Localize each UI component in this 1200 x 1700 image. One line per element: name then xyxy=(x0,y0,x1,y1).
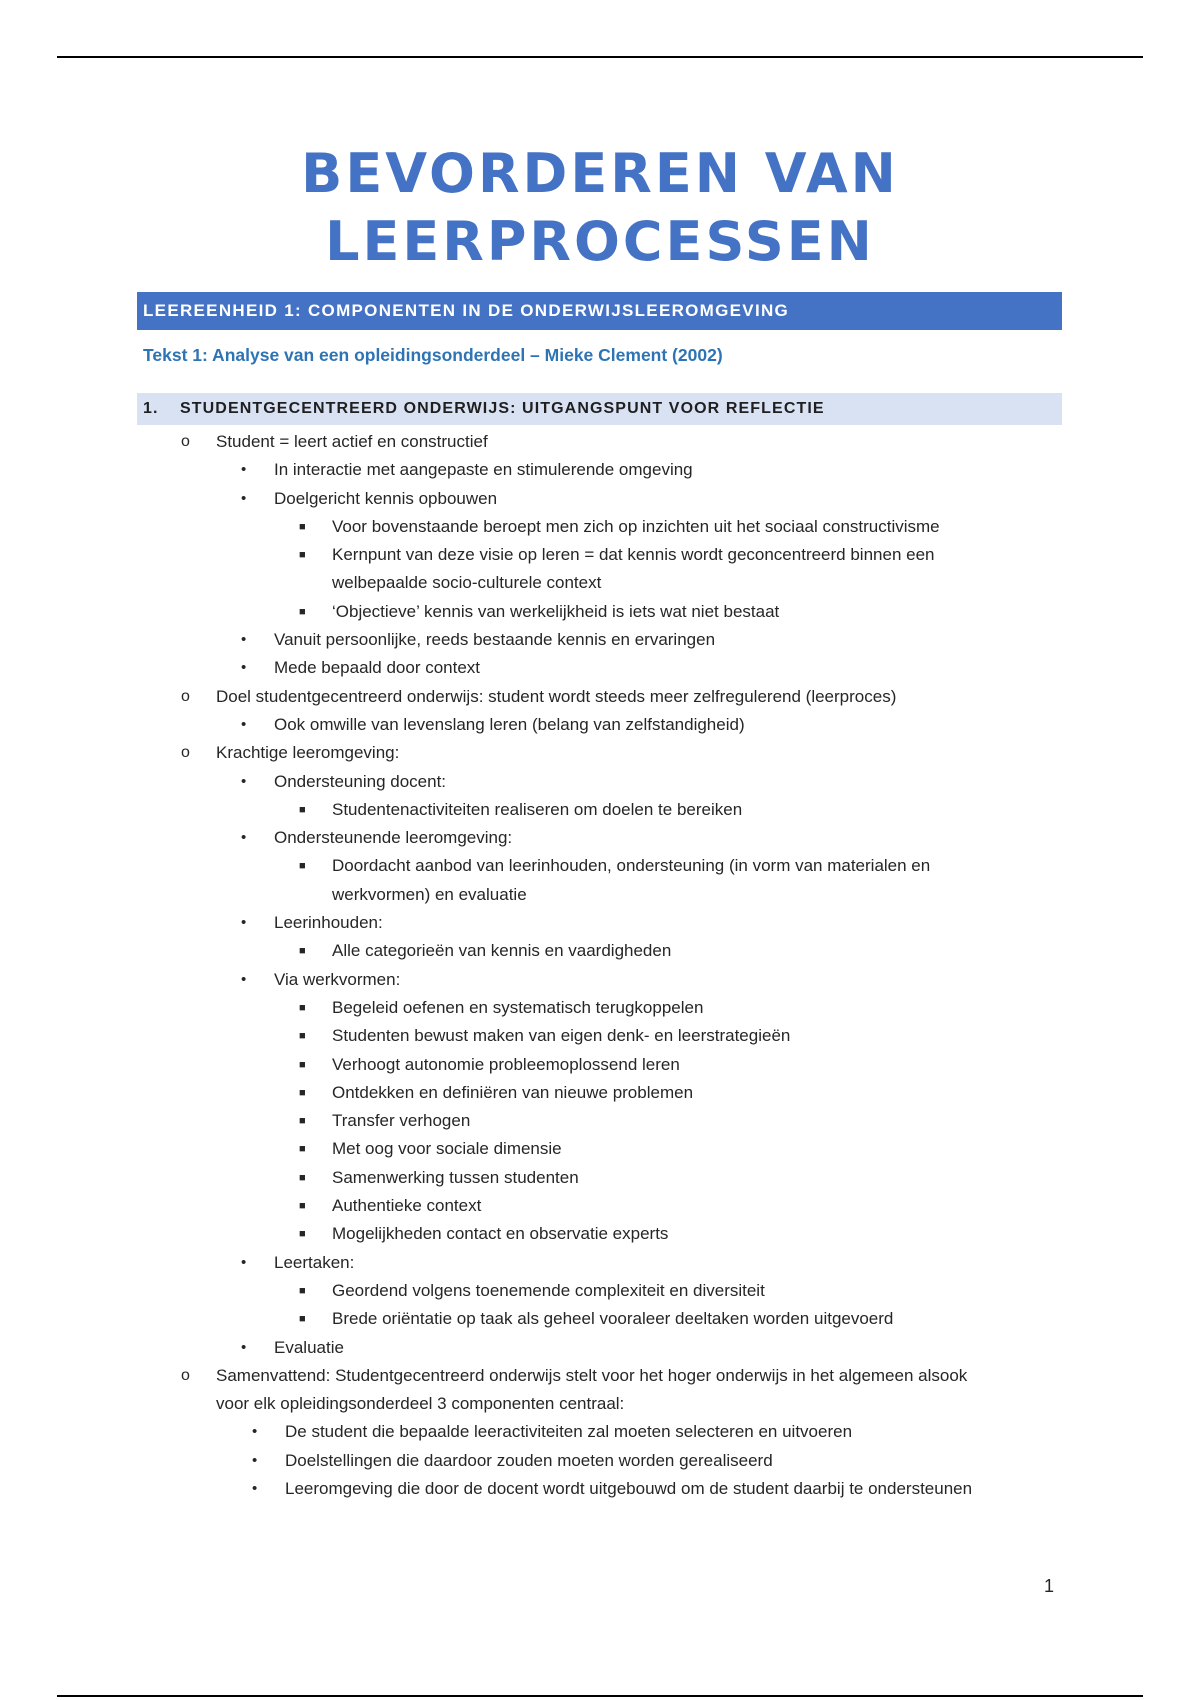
outline-item-text: Ontdekken en definiëren van nieuwe problemen xyxy=(332,1082,694,1102)
outline-item-text: Vanuit persoonlijke, reeds bestaande kennis en ervaringen xyxy=(274,630,716,650)
outline-item-level-2 xyxy=(0,485,1200,513)
dot-bullet-icon: • xyxy=(241,715,247,733)
circle-bullet-icon: o xyxy=(181,1366,190,1384)
outline-item-level-3 xyxy=(0,796,1200,824)
dot-bullet-icon: • xyxy=(241,1253,247,1271)
outline-item-text: Verhoogt autonomie probleemoplossend leren xyxy=(332,1054,680,1074)
section-number: 1. xyxy=(143,400,159,417)
outline-item-text: Authentieke context xyxy=(332,1196,482,1216)
title-line-1: BEVORDEREN VAN xyxy=(301,142,899,205)
outline-item-level-1 xyxy=(0,739,1200,767)
outline-item-text: Doordacht aanbod van leerinhouden, ondersteuning (in vorm van materialen en xyxy=(332,856,931,876)
outline-item-text: Brede oriëntatie op taak als geheel vooraleer deeltaken worden uitgevoerd xyxy=(332,1309,894,1329)
circle-bullet-icon: o xyxy=(181,433,190,450)
square-bullet-icon: ■ xyxy=(299,1001,306,1014)
outline-item-level-2 xyxy=(0,626,1200,654)
outline-item-level-3 xyxy=(0,994,1200,1022)
outline-item-text: In interactie met aangepaste en stimulerende omgeving xyxy=(274,460,693,480)
outline-item-text: Alle categorieën van kennis en vaardigheden xyxy=(332,941,672,961)
dot-bullet-icon: • xyxy=(241,829,247,847)
outline-item-level-3 xyxy=(0,1079,1200,1107)
square-bullet-icon: ■ xyxy=(299,1228,306,1241)
page-number: 1 xyxy=(1044,1576,1055,1596)
dot-bullet-icon: • xyxy=(252,1451,258,1469)
outline-item-text: Kernpunt van deze visie op leren = dat kennis wordt geconcentreerd binnen een xyxy=(332,545,935,565)
outline-item-text: Geordend volgens toenemende complexiteit en diversiteit xyxy=(332,1280,765,1300)
circle-bullet-icon: o xyxy=(181,687,190,705)
square-bullet-icon: ■ xyxy=(299,1143,306,1156)
dot-bullet-icon: • xyxy=(241,489,247,507)
outline-item-level-2 xyxy=(0,824,1200,852)
square-bullet-icon: ■ xyxy=(299,1115,306,1128)
outline-item-text: Evaluatie xyxy=(274,1337,344,1357)
square-bullet-icon: ■ xyxy=(299,1200,306,1213)
outline-item-text: Begeleid oefenen en systematisch terugkoppelen xyxy=(332,997,704,1017)
outline-item-text: Samenvattend: Studentgecentreerd onderwijs stelt voor het hoger onderwijs in het algemeen alsook xyxy=(216,1365,968,1385)
outline-item-text: Ook omwille van levenslang leren (belang van zelfstandigheid) xyxy=(274,714,745,734)
square-bullet-icon: ■ xyxy=(299,1030,306,1043)
dot-bullet-icon: • xyxy=(241,914,247,932)
outline-list xyxy=(0,428,1200,1503)
outline-item-text: Leerinhouden: xyxy=(274,913,383,933)
outline-item-level-3 xyxy=(0,1192,1200,1220)
square-bullet-icon: ■ xyxy=(299,1284,306,1297)
outline-item-text: Mogelijkheden contact en observatie experts xyxy=(332,1224,669,1244)
outline-item-text: Ondersteuning docent: xyxy=(274,771,447,791)
outline-item-level-3-continuation xyxy=(0,881,1200,909)
square-bullet-icon: ■ xyxy=(299,605,306,618)
outline-item-text: Samenwerking tussen studenten xyxy=(332,1167,579,1187)
dot-bullet-icon: • xyxy=(241,659,247,677)
text-heading: Tekst 1: Analyse van een opleidingsonderdeel – Mieke Clement (2002) xyxy=(143,345,723,365)
outline-item-text: Voor bovenstaande beroept men zich op inzichten uit het sociaal constructivisme xyxy=(332,516,940,536)
outline-item-level-2 xyxy=(0,711,1200,739)
outline-item-level-2 xyxy=(0,768,1200,796)
outline-item-level-3 xyxy=(0,1135,1200,1163)
square-bullet-icon: ■ xyxy=(299,860,306,873)
outline-item-level-4 xyxy=(0,1418,1200,1446)
square-bullet-icon: ■ xyxy=(299,945,306,958)
outline-item-text: welbepaalde socio-culturele context xyxy=(332,573,602,593)
footer-rule xyxy=(57,1695,1143,1697)
outline-item-level-3 xyxy=(0,513,1200,541)
square-bullet-icon: ■ xyxy=(299,1313,306,1326)
outline-item-level-3 xyxy=(0,852,1200,880)
outline-item-level-2 xyxy=(0,909,1200,937)
dot-bullet-icon: • xyxy=(241,631,247,649)
square-bullet-icon: ■ xyxy=(299,803,306,816)
outline-item-level-3 xyxy=(0,1051,1200,1079)
square-bullet-icon: ■ xyxy=(299,549,306,562)
outline-item-text: Leeromgeving die door de docent wordt uitgebouwd om de student daarbij te ondersteunen xyxy=(285,1478,973,1498)
outline-item-text: Ondersteunende leeromgeving: xyxy=(274,828,513,848)
outline-item-level-3 xyxy=(0,1164,1200,1192)
circle-bullet-icon: o xyxy=(181,744,190,762)
square-bullet-icon: ■ xyxy=(299,1058,306,1071)
outline-item-text: Student = leert actief en constructief xyxy=(216,432,488,451)
dot-bullet-icon: • xyxy=(241,1338,247,1356)
outline-item-level-2 xyxy=(0,456,1200,484)
outline-item-text: voor elk opleidingsonderdeel 3 componenten centraal: xyxy=(216,1394,625,1414)
outline-item-level-4 xyxy=(0,1475,1200,1503)
outline-item-text: werkvormen) en evaluatie xyxy=(332,884,527,904)
outline-item-text: De student die bepaalde leeractiviteiten zal moeten selecteren en uitvoeren xyxy=(285,1422,853,1442)
outline-item-level-3 xyxy=(0,1305,1200,1333)
dot-bullet-icon: • xyxy=(252,1479,258,1497)
outline-item-level-3 xyxy=(0,1277,1200,1305)
section-heading xyxy=(137,393,1062,425)
outline-item-level-2 xyxy=(0,654,1200,682)
square-bullet-icon: ■ xyxy=(299,1086,306,1099)
square-bullet-icon: ■ xyxy=(299,520,306,533)
title-line-2: LEERPROCESSEN xyxy=(325,210,875,273)
outline-item-text: Doelgericht kennis opbouwen xyxy=(274,488,498,508)
outline-item-text: Krachtige leeromgeving: xyxy=(216,743,400,763)
outline-item-text: Studentenactiviteiten realiseren om doelen te bereiken xyxy=(332,799,743,819)
document-title xyxy=(0,140,1200,276)
dot-bullet-icon: • xyxy=(241,970,247,988)
outline-item-text: Doelstellingen die daardoor zouden moeten worden gerealiseerd xyxy=(285,1450,773,1470)
outline-item-text: Studenten bewust maken van eigen denk- en leerstrategieën xyxy=(332,1026,791,1046)
header-rule xyxy=(57,56,1143,58)
outline-item-text: Mede bepaald door context xyxy=(274,658,481,678)
outline-item-level-3 xyxy=(0,541,1200,569)
outline-item-level-3 xyxy=(0,937,1200,965)
dot-bullet-icon: • xyxy=(241,461,247,479)
outline-item-level-1 xyxy=(0,428,1200,456)
outline-item-level-3 xyxy=(0,1220,1200,1248)
outline-item-level-2 xyxy=(0,1334,1200,1362)
outline-item-level-2 xyxy=(0,966,1200,994)
outline-item-level-2 xyxy=(0,1249,1200,1277)
outline-item-text: Leertaken: xyxy=(274,1252,355,1272)
outline-item-text: Transfer verhogen xyxy=(332,1111,471,1131)
dot-bullet-icon: • xyxy=(241,772,247,790)
square-bullet-icon: ■ xyxy=(299,1171,306,1184)
outline-item-level-3-continuation xyxy=(0,569,1200,597)
section-title: STUDENTGECENTREERD ONDERWIJS: UITGANGSPUNT VOOR REFLECTIE xyxy=(180,400,825,417)
outline-item-text: Met oog voor sociale dimensie xyxy=(332,1139,562,1159)
unit-heading: LEEREENHEID 1: COMPONENTEN IN DE ONDERWIJSLEEROMGEVING xyxy=(137,292,1062,330)
outline-item-level-3 xyxy=(0,1022,1200,1050)
outline-item-text: Doel studentgecentreerd onderwijs: student wordt steeds meer zelfregulerend (leerproces) xyxy=(216,686,897,706)
outline-item-level-1 xyxy=(0,683,1200,711)
dot-bullet-icon: • xyxy=(252,1423,258,1441)
outline-item-level-3 xyxy=(0,1107,1200,1135)
outline-item-level-3 xyxy=(0,598,1200,626)
outline-item-level-1 xyxy=(0,1362,1200,1390)
outline-item-text: ‘Objectieve’ kennis van werkelijkheid is iets wat niet bestaat xyxy=(332,601,780,621)
outline-item-level-4 xyxy=(0,1447,1200,1475)
outline-item-text: Via werkvormen: xyxy=(274,969,401,989)
outline-item-level-1-continuation xyxy=(0,1390,1200,1418)
